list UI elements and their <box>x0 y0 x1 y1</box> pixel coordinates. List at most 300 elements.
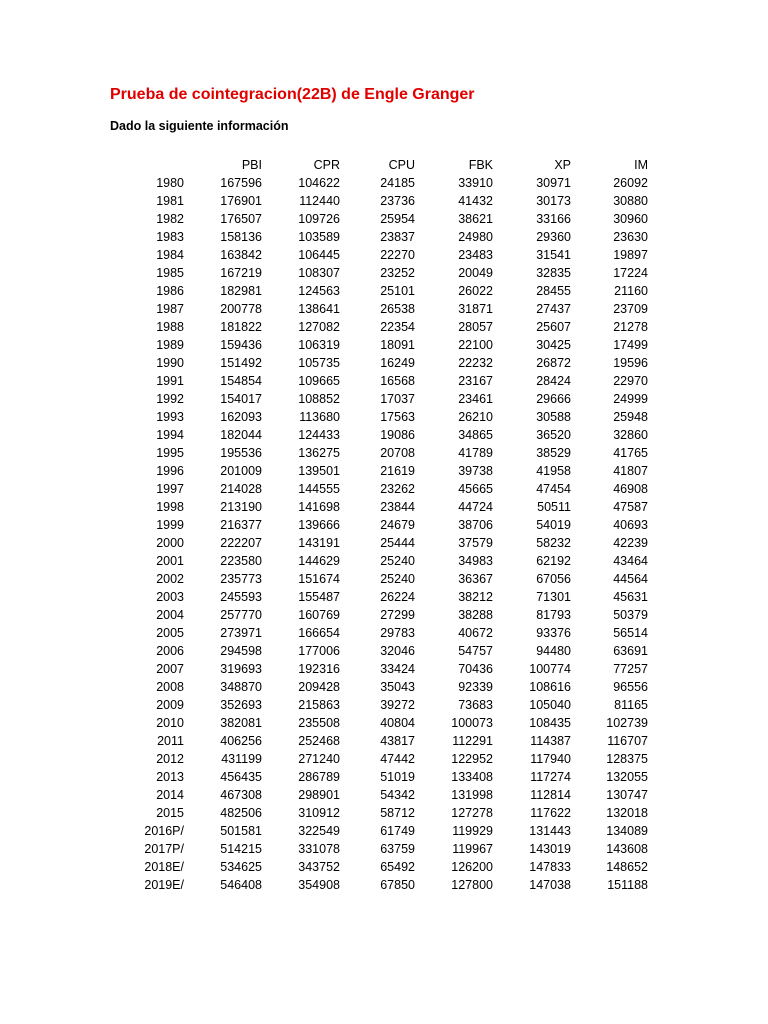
table-row <box>0 192 648 210</box>
table-cell-im: 32860 <box>613 428 648 442</box>
table-cell-pbi: 546408 <box>220 878 262 892</box>
table-row <box>0 408 648 426</box>
table-cell-im: 81165 <box>614 698 648 712</box>
table-cell-year: 2008 <box>156 680 184 694</box>
table-cell-fbk: 119929 <box>452 824 493 838</box>
table-cell-year: 1992 <box>156 392 184 406</box>
table-cell-year: 2017P/ <box>144 842 184 856</box>
table-cell-year: 1981 <box>156 194 184 208</box>
table-cell-pbi: 235773 <box>220 572 262 586</box>
table-cell-im: 19897 <box>613 248 648 262</box>
table-cell-cpu: 24679 <box>380 518 415 532</box>
table-cell-xp: 131443 <box>529 824 571 838</box>
table-cell-im: 17224 <box>613 266 648 280</box>
table-cell-pbi: 534625 <box>220 860 262 874</box>
table-cell-cpu: 22270 <box>380 248 415 262</box>
table-cell-fbk: 73683 <box>458 698 493 712</box>
table-cell-cpu: 18091 <box>380 338 415 352</box>
table-cell-cpu: 23262 <box>380 482 415 496</box>
table-cell-pbi: 406256 <box>220 734 262 748</box>
table-cell-xp: 112814 <box>530 788 571 802</box>
table-cell-im: 43464 <box>613 554 648 568</box>
table-cell-cpr: 105735 <box>298 356 340 370</box>
table-cell-cpr: 103589 <box>298 230 340 244</box>
table-cell-cpr: 138641 <box>298 302 340 316</box>
table-cell-cpu: 54342 <box>380 788 415 802</box>
table-cell-xp: 67056 <box>536 572 571 586</box>
table-cell-xp: 27437 <box>536 302 571 316</box>
table-cell-fbk: 38706 <box>458 518 493 532</box>
header-row <box>0 156 648 174</box>
table-cell-im: 134089 <box>606 824 648 838</box>
table-cell-cpu: 25444 <box>380 536 415 550</box>
table-cell-pbi: 257770 <box>220 608 262 622</box>
table-cell-im: 26092 <box>613 176 648 190</box>
table-cell-fbk: 38212 <box>458 590 493 604</box>
table-cell-pbi: 176507 <box>220 212 262 226</box>
column-header-cpu: CPU <box>388 158 415 172</box>
table-cell-xp: 26872 <box>536 356 571 370</box>
table-cell-im: 102739 <box>606 716 648 730</box>
table-cell-fbk: 20049 <box>458 266 493 280</box>
table-row <box>0 786 648 804</box>
table-cell-pbi: 273971 <box>220 626 262 640</box>
table-cell-cpr: 177006 <box>298 644 340 658</box>
table-row <box>0 444 648 462</box>
table-cell-cpu: 51019 <box>380 770 415 784</box>
table-cell-year: 2013 <box>156 770 184 784</box>
table-row <box>0 372 648 390</box>
table-cell-im: 50379 <box>613 608 648 622</box>
table-cell-xp: 33166 <box>536 212 571 226</box>
table-cell-xp: 54019 <box>536 518 571 532</box>
table-cell-cpu: 23736 <box>380 194 415 208</box>
table-cell-im: 143608 <box>606 842 648 856</box>
table-cell-im: 116707 <box>607 734 648 748</box>
data-table <box>0 156 648 894</box>
table-cell-year: 2003 <box>156 590 184 604</box>
table-cell-xp: 28424 <box>536 374 571 388</box>
table-cell-cpu: 47442 <box>380 752 415 766</box>
table-cell-year: 1987 <box>156 302 184 316</box>
table-cell-pbi: 167596 <box>220 176 262 190</box>
table-cell-xp: 117274 <box>530 770 571 784</box>
table-cell-cpr: 144555 <box>298 482 340 496</box>
table-cell-year: 1982 <box>156 212 184 226</box>
table-cell-cpr: 160769 <box>298 608 340 622</box>
table-row <box>0 480 648 498</box>
table-cell-im: 17499 <box>613 338 648 352</box>
table-cell-fbk: 24980 <box>458 230 493 244</box>
column-header-fbk: FBK <box>468 158 493 172</box>
table-cell-cpr: 143191 <box>298 536 340 550</box>
table-cell-pbi: 182044 <box>220 428 262 442</box>
table-cell-cpu: 23837 <box>380 230 415 244</box>
table-cell-fbk: 119967 <box>452 842 493 856</box>
table-cell-year: 2001 <box>156 554 184 568</box>
table-cell-fbk: 41789 <box>458 446 493 460</box>
table-cell-xp: 147833 <box>529 860 571 874</box>
table-cell-year: 2010 <box>156 716 184 730</box>
table-row <box>0 534 648 552</box>
table-row <box>0 570 648 588</box>
table-cell-fbk: 36367 <box>458 572 493 586</box>
table-cell-pbi: 214028 <box>220 482 262 496</box>
table-cell-cpr: 331078 <box>298 842 340 856</box>
table-cell-cpr: 109726 <box>298 212 340 226</box>
table-row <box>0 552 648 570</box>
table-cell-year: 2011 <box>157 734 184 748</box>
table-cell-im: 25948 <box>613 410 648 424</box>
table-cell-year: 1995 <box>156 446 184 460</box>
table-cell-year: 2009 <box>156 698 184 712</box>
table-cell-pbi: 245593 <box>220 590 262 604</box>
table-cell-fbk: 131998 <box>451 788 493 802</box>
table-cell-cpr: 144629 <box>298 554 340 568</box>
table-cell-cpr: 136275 <box>298 446 340 460</box>
table-cell-cpu: 58712 <box>380 806 415 820</box>
table-cell-year: 2006 <box>156 644 184 658</box>
table-cell-cpr: 113680 <box>299 410 340 424</box>
table-cell-xp: 32835 <box>536 266 571 280</box>
table-row <box>0 588 648 606</box>
table-cell-year: 1984 <box>156 248 184 262</box>
table-cell-xp: 117940 <box>530 752 571 766</box>
table-cell-fbk: 22100 <box>458 338 493 352</box>
table-cell-cpu: 25954 <box>380 212 415 226</box>
table-cell-pbi: 154017 <box>220 392 262 406</box>
table-cell-im: 63691 <box>613 644 648 658</box>
table-cell-xp: 38529 <box>536 446 571 460</box>
table-cell-xp: 36520 <box>536 428 571 442</box>
table-cell-pbi: 482506 <box>220 806 262 820</box>
table-cell-fbk: 33910 <box>458 176 493 190</box>
table-cell-fbk: 37579 <box>458 536 493 550</box>
table-cell-xp: 71301 <box>536 590 571 604</box>
table-cell-cpu: 16568 <box>380 374 415 388</box>
table-cell-pbi: 181822 <box>220 320 262 334</box>
table-cell-pbi: 163842 <box>220 248 262 262</box>
table-row <box>0 390 648 408</box>
table-cell-year: 1997 <box>156 482 184 496</box>
table-cell-year: 2002 <box>156 572 184 586</box>
table-cell-im: 151188 <box>607 878 648 892</box>
table-cell-fbk: 45665 <box>458 482 493 496</box>
table-cell-pbi: 195536 <box>220 446 262 460</box>
table-cell-year: 1996 <box>156 464 184 478</box>
table-cell-cpr: 192316 <box>298 662 340 676</box>
table-cell-pbi: 216377 <box>220 518 262 532</box>
table-cell-pbi: 213190 <box>220 500 262 514</box>
table-cell-fbk: 22232 <box>458 356 493 370</box>
table-cell-cpu: 20708 <box>380 446 415 460</box>
table-cell-cpu: 25101 <box>380 284 415 298</box>
table-cell-im: 22970 <box>613 374 648 388</box>
table-cell-fbk: 38621 <box>458 212 493 226</box>
table-cell-pbi: 382081 <box>220 716 262 730</box>
table-cell-cpu: 29783 <box>380 626 415 640</box>
table-cell-xp: 31541 <box>536 248 571 262</box>
table-cell-cpr: 215863 <box>298 698 340 712</box>
table-cell-cpr: 286789 <box>298 770 340 784</box>
table-cell-cpr: 108307 <box>298 266 340 280</box>
table-cell-fbk: 127800 <box>451 878 493 892</box>
table-cell-fbk: 26210 <box>458 410 493 424</box>
table-cell-fbk: 39738 <box>458 464 493 478</box>
table-cell-im: 96556 <box>613 680 648 694</box>
table-row <box>0 624 648 642</box>
table-cell-year: 2012 <box>156 752 184 766</box>
table-cell-im: 42239 <box>613 536 648 550</box>
table-cell-cpr: 166654 <box>298 626 340 640</box>
table-row <box>0 642 648 660</box>
table-cell-fbk: 92339 <box>458 680 493 694</box>
table-cell-im: 40693 <box>613 518 648 532</box>
table-cell-pbi: 154854 <box>220 374 262 388</box>
table-cell-year: 2018E/ <box>144 860 184 874</box>
table-cell-im: 24999 <box>613 392 648 406</box>
table-cell-im: 45631 <box>613 590 648 604</box>
table-row <box>0 804 648 822</box>
table-cell-cpr: 322549 <box>298 824 340 838</box>
table-cell-year: 2000 <box>156 536 184 550</box>
table-cell-pbi: 431199 <box>221 752 262 766</box>
table-cell-im: 19596 <box>613 356 648 370</box>
table-cell-cpr: 298901 <box>298 788 340 802</box>
table-cell-pbi: 200778 <box>220 302 262 316</box>
table-cell-cpu: 32046 <box>380 644 415 658</box>
table-cell-cpr: 151674 <box>298 572 340 586</box>
table-cell-year: 1991 <box>156 374 184 388</box>
table-row <box>0 750 648 768</box>
table-row <box>0 732 648 750</box>
table-cell-fbk: 34983 <box>458 554 493 568</box>
table-cell-cpr: 209428 <box>298 680 340 694</box>
table-cell-xp: 29360 <box>536 230 571 244</box>
column-header-cpr: CPR <box>313 158 340 172</box>
table-cell-cpr: 354908 <box>298 878 340 892</box>
table-row <box>0 840 648 858</box>
table-cell-pbi: 158136 <box>220 230 262 244</box>
table-row <box>0 228 648 246</box>
table-cell-fbk: 31871 <box>458 302 493 316</box>
table-cell-im: 44564 <box>613 572 648 586</box>
column-header-pbi: PBI <box>241 158 262 172</box>
table-cell-im: 23630 <box>613 230 648 244</box>
table-cell-cpu: 25240 <box>380 554 415 568</box>
table-cell-pbi: 151492 <box>220 356 262 370</box>
table-cell-cpu: 17037 <box>380 392 415 406</box>
table-cell-cpu: 19086 <box>380 428 415 442</box>
table-cell-fbk: 126200 <box>451 860 493 874</box>
table-cell-pbi: 514215 <box>220 842 262 856</box>
table-cell-year: 2004 <box>156 608 184 622</box>
table-cell-cpu: 16249 <box>380 356 415 370</box>
table-cell-im: 56514 <box>613 626 648 640</box>
table-cell-pbi: 167219 <box>220 266 262 280</box>
table-row <box>0 336 648 354</box>
table-cell-xp: 29666 <box>536 392 571 406</box>
table-cell-cpr: 127082 <box>298 320 340 334</box>
table-cell-pbi: 159436 <box>220 338 262 352</box>
table-cell-fbk: 112291 <box>452 734 493 748</box>
table-cell-xp: 47454 <box>536 482 571 496</box>
table-cell-xp: 100774 <box>529 662 571 676</box>
table-cell-fbk: 23461 <box>458 392 493 406</box>
table-cell-pbi: 294598 <box>220 644 262 658</box>
table-cell-cpr: 124433 <box>298 428 340 442</box>
table-cell-xp: 30588 <box>536 410 571 424</box>
table-cell-xp: 58232 <box>536 536 571 550</box>
table-cell-fbk: 127278 <box>451 806 493 820</box>
table-cell-cpu: 25240 <box>380 572 415 586</box>
table-row <box>0 300 648 318</box>
table-cell-im: 132055 <box>606 770 648 784</box>
table-cell-year: 1989 <box>156 338 184 352</box>
column-header-im: IM <box>634 158 648 172</box>
table-cell-im: 41765 <box>613 446 648 460</box>
table-cell-pbi: 222207 <box>220 536 262 550</box>
table-cell-year: 2014 <box>156 788 184 802</box>
table-cell-cpu: 35043 <box>380 680 415 694</box>
table-cell-xp: 30425 <box>536 338 571 352</box>
table-cell-cpr: 139501 <box>298 464 340 478</box>
table-row <box>0 498 648 516</box>
table-cell-year: 1998 <box>156 500 184 514</box>
table-row <box>0 516 648 534</box>
table-cell-xp: 41958 <box>536 464 571 478</box>
table-cell-cpr: 109665 <box>298 374 340 388</box>
table-row <box>0 696 648 714</box>
table-cell-im: 148652 <box>606 860 648 874</box>
table-cell-xp: 30971 <box>536 176 571 190</box>
table-row <box>0 282 648 300</box>
table-cell-im: 30960 <box>613 212 648 226</box>
table-cell-cpu: 26224 <box>380 590 415 604</box>
table-cell-fbk: 70436 <box>458 662 493 676</box>
table-cell-year: 1993 <box>156 410 184 424</box>
table-cell-cpu: 39272 <box>380 698 415 712</box>
table-row <box>0 426 648 444</box>
table-cell-year: 2016P/ <box>144 824 184 838</box>
table-cell-cpr: 235508 <box>298 716 340 730</box>
table-cell-fbk: 34865 <box>458 428 493 442</box>
table-cell-xp: 143019 <box>529 842 571 856</box>
table-cell-year: 2019E/ <box>144 878 184 892</box>
table-row <box>0 174 648 192</box>
table-cell-pbi: 348870 <box>220 680 262 694</box>
table-cell-cpr: 141698 <box>298 500 340 514</box>
table-cell-cpu: 33424 <box>380 662 415 676</box>
table-cell-year: 2005 <box>156 626 184 640</box>
table-row <box>0 354 648 372</box>
table-row <box>0 876 648 894</box>
table-cell-cpu: 63759 <box>380 842 415 856</box>
table-cell-xp: 28455 <box>536 284 571 298</box>
table-cell-xp: 147038 <box>529 878 571 892</box>
table-cell-cpu: 23844 <box>380 500 415 514</box>
table-cell-im: 30880 <box>613 194 648 208</box>
table-cell-year: 1983 <box>156 230 184 244</box>
document-subtitle: Dado la siguiente información <box>110 119 289 133</box>
table-cell-cpu: 61749 <box>380 824 415 838</box>
table-cell-cpu: 17563 <box>380 410 415 424</box>
table-cell-cpr: 106319 <box>298 338 340 352</box>
table-cell-im: 132018 <box>606 806 648 820</box>
table-cell-pbi: 162093 <box>220 410 262 424</box>
table-cell-fbk: 133408 <box>451 770 493 784</box>
table-cell-im: 21160 <box>614 284 648 298</box>
table-cell-year: 1994 <box>156 428 184 442</box>
table-cell-cpr: 310912 <box>298 806 340 820</box>
table-cell-cpr: 271240 <box>298 752 340 766</box>
table-row <box>0 768 648 786</box>
table-cell-pbi: 223580 <box>220 554 262 568</box>
table-cell-cpu: 22354 <box>380 320 415 334</box>
table-row <box>0 858 648 876</box>
table-cell-fbk: 44724 <box>458 500 493 514</box>
table-row <box>0 246 648 264</box>
table-cell-im: 23709 <box>613 302 648 316</box>
table-cell-fbk: 54757 <box>458 644 493 658</box>
table-cell-im: 77257 <box>613 662 648 676</box>
table-cell-pbi: 501581 <box>220 824 262 838</box>
column-header-year <box>0 156 184 174</box>
table-cell-im: 128375 <box>606 752 648 766</box>
table-cell-fbk: 23167 <box>458 374 493 388</box>
table-cell-xp: 105040 <box>529 698 571 712</box>
table-cell-cpr: 155487 <box>298 590 340 604</box>
table-row <box>0 678 648 696</box>
table-cell-cpr: 139666 <box>298 518 340 532</box>
table-cell-xp: 108435 <box>529 716 571 730</box>
table-row <box>0 822 648 840</box>
table-cell-pbi: 467308 <box>220 788 262 802</box>
table-cell-cpu: 26538 <box>380 302 415 316</box>
table-cell-pbi: 182981 <box>220 284 262 298</box>
table-cell-pbi: 176901 <box>220 194 262 208</box>
table-cell-fbk: 40672 <box>458 626 493 640</box>
table-cell-cpu: 27299 <box>380 608 415 622</box>
table-cell-xp: 94480 <box>536 644 571 658</box>
table-cell-cpu: 40804 <box>380 716 415 730</box>
table-cell-cpu: 23252 <box>380 266 415 280</box>
table-cell-year: 2007 <box>156 662 184 676</box>
table-cell-fbk: 23483 <box>458 248 493 262</box>
table-cell-im: 41807 <box>613 464 648 478</box>
table-cell-xp: 50511 <box>537 500 571 514</box>
table-cell-xp: 108616 <box>529 680 571 694</box>
table-cell-cpr: 124563 <box>298 284 340 298</box>
table-cell-xp: 93376 <box>536 626 571 640</box>
table-cell-cpr: 108852 <box>298 392 340 406</box>
table-cell-cpr: 343752 <box>298 860 340 874</box>
table-cell-im: 46908 <box>613 482 648 496</box>
table-cell-fbk: 41432 <box>458 194 493 208</box>
table-row <box>0 264 648 282</box>
table-cell-xp: 114387 <box>530 734 571 748</box>
table-cell-cpr: 106445 <box>298 248 340 262</box>
table-row <box>0 606 648 624</box>
table-cell-year: 1999 <box>156 518 184 532</box>
table-cell-year: 2015 <box>156 806 184 820</box>
table-cell-fbk: 100073 <box>451 716 493 730</box>
table-cell-pbi: 319693 <box>220 662 262 676</box>
table-cell-cpu: 21619 <box>380 464 415 478</box>
table-cell-year: 1985 <box>156 266 184 280</box>
table-row <box>0 462 648 480</box>
table-cell-xp: 25607 <box>536 320 571 334</box>
